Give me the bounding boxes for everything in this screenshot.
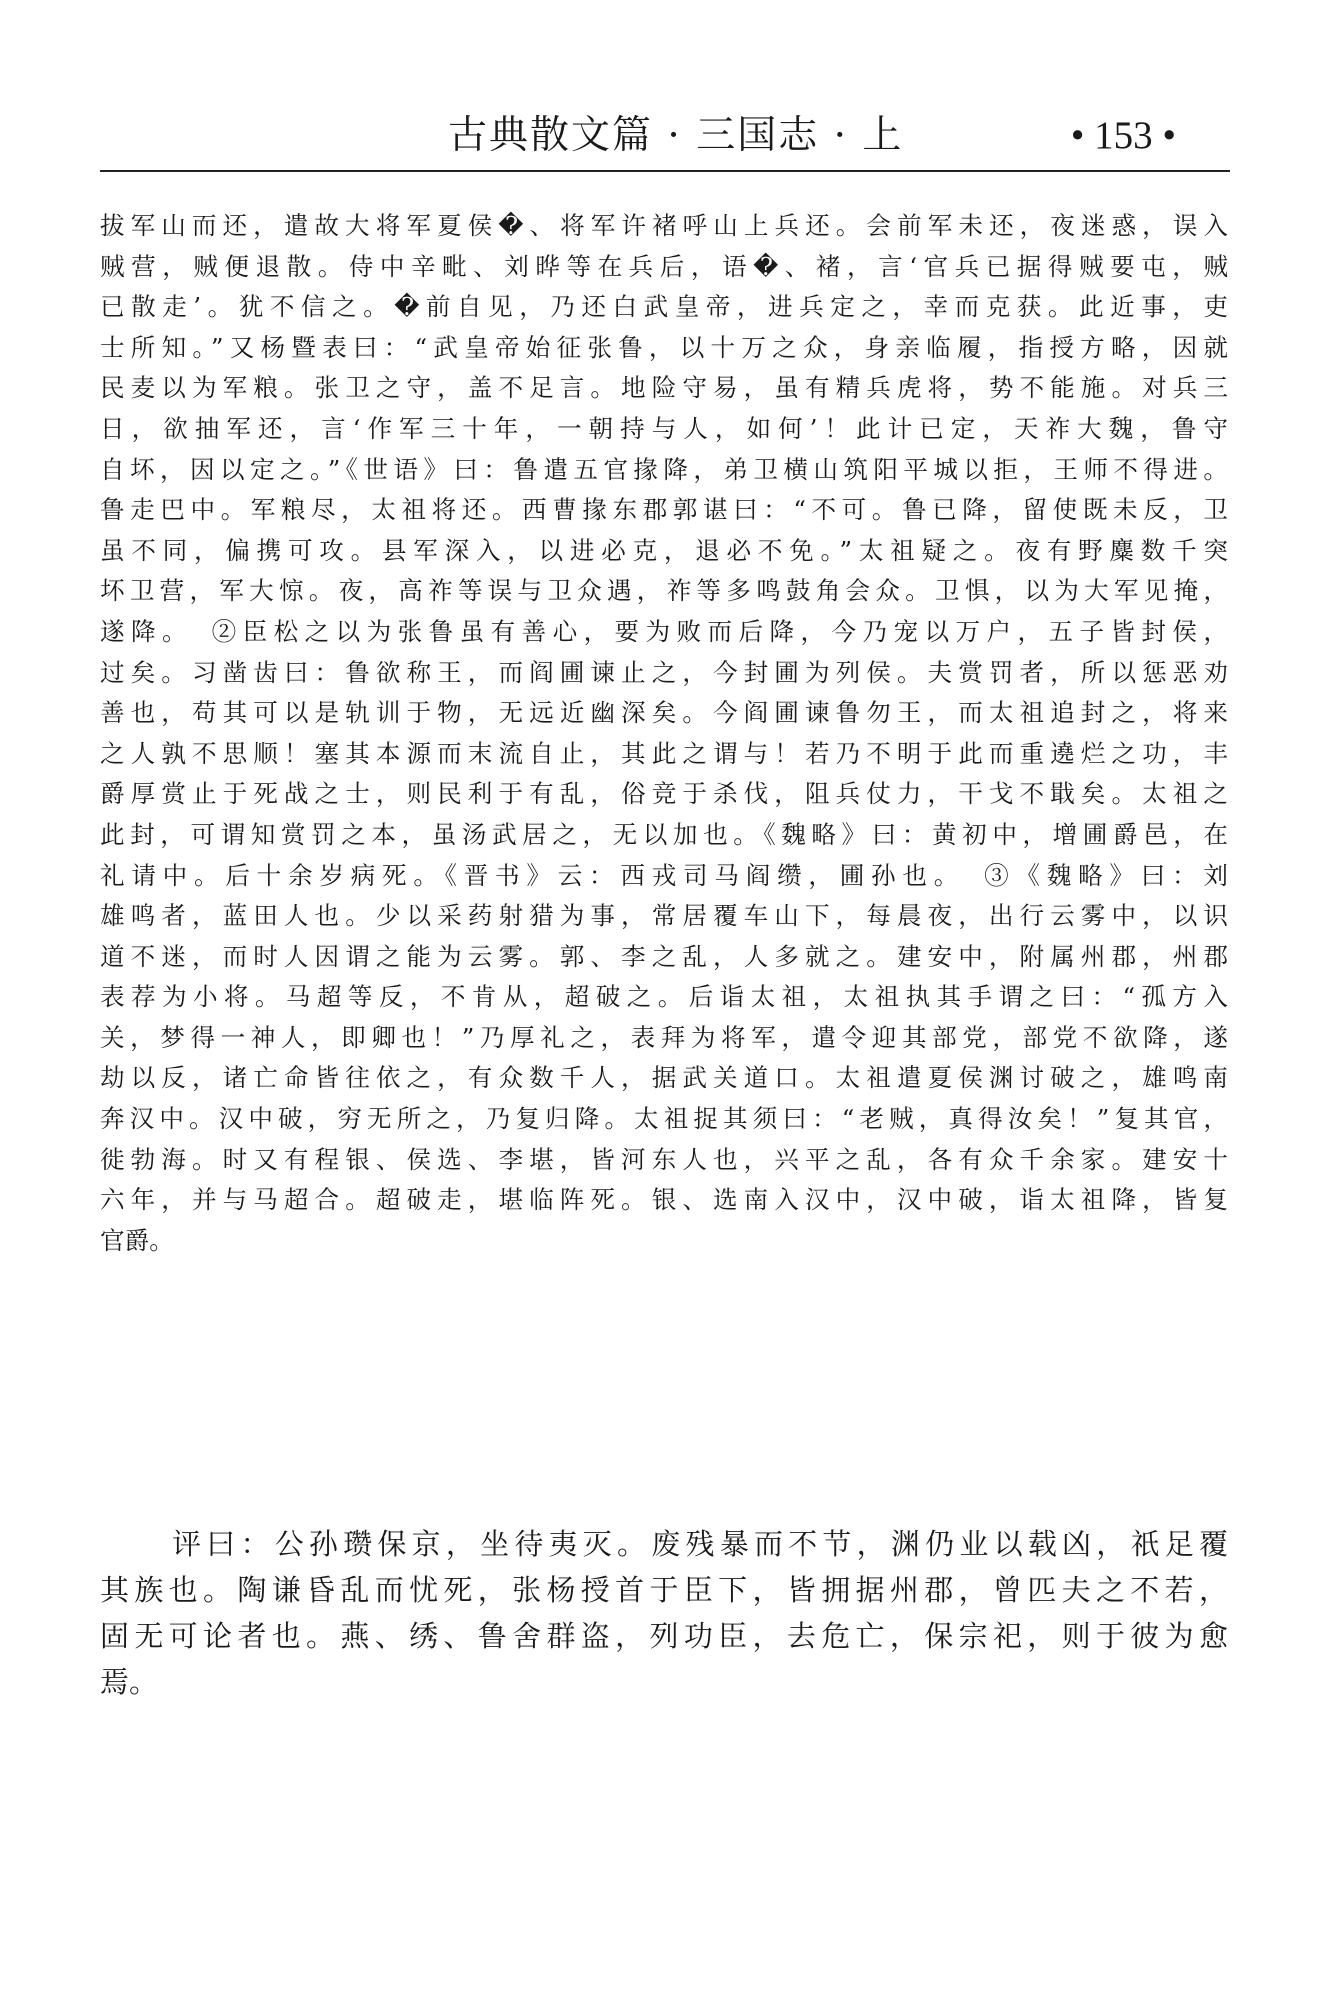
page-number: • 153 • bbox=[1070, 114, 1176, 157]
notes-line: 徙勃海。时又有程银、侯选、李堪，皆河东人也，兴平之乱，各有众千余家。建安十 bbox=[100, 1144, 1228, 1174]
notes-line: 拔军山而还，遣故大将军夏侯�、将军许褚呼山上兵还。会前军未还，夜迷惑，误入 bbox=[100, 211, 1228, 240]
notes-line: 之人孰不思顺！塞其本源而末流自止，其此之谓与！若乃不明于此而重遶烂之功，丰 bbox=[100, 738, 1228, 768]
notes-line: 奔汉中。汉中破，穷无所之，乃复归降。太祖捉其须曰：“老贼，真得汝矣！”复其官， bbox=[100, 1104, 1228, 1134]
comment-line: 评曰：公孙瓒保京，坐待夷灭。废残暴而不节，渊仍业以载凶，祇足覆 bbox=[172, 1527, 1228, 1561]
notes-line: 遂降。 ②臣松之以为张鲁虽有善心，要为败而后降，今乃宠以万户，五子皆封侯， bbox=[100, 616, 1228, 646]
notes-line: 士所知。”又杨暨表曰：“武皇帝始征张鲁，以十万之众，身亲临履，指授方略，因就 bbox=[100, 332, 1228, 362]
annotation-notes bbox=[100, 206, 1228, 1261]
notes-line: 劫以反，诸亡命皆往依之，有众数千人，据武关道口。太祖遣夏侯渊讨破之，雄鸣南 bbox=[100, 1063, 1228, 1093]
notes-line: 已散走’。犹不信之。�前自见，乃还白武皇帝，进兵定之，幸而克获。此近事，吏 bbox=[100, 292, 1228, 322]
notes-line: 坏卫营，军大惊。夜，高祚等误与卫众遇，祚等多鸣鼓角会众。卫惧，以为大军见掩， bbox=[100, 576, 1228, 606]
notes-line: 此封，可谓知赏罚之本，虽汤武居之，无以加也。《魏略》曰：黄初中，增圃爵邑，在 bbox=[100, 819, 1228, 849]
notes-line: 关，梦得一神人，即卿也！”乃厚礼之，表拜为将军，遣令迎其部党，部党不欲降，遂 bbox=[100, 1022, 1228, 1052]
notes-line: 爵厚赏止于死战之士，则民利于有乱，俗竞于杀伐，阻兵仗力，干戈不戢矣。太祖之 bbox=[100, 779, 1228, 809]
header-rule bbox=[100, 170, 1230, 172]
notes-line: 贼营，贼便退散。侍中辛毗、刘晔等在兵后，语�、褚，言‘官兵已据得贼要屯，贼 bbox=[100, 251, 1228, 281]
notes-line: 表荐为小将。马超等反，不肯从，超破之。后诣太祖，太祖执其手谓之曰：“孤方入 bbox=[100, 982, 1228, 1012]
notes-line: 善也，苟其可以是轨训于物，无远近幽深矣。今阎圃谏鲁勿王，而太祖追封之，将来 bbox=[100, 698, 1228, 728]
notes-line: 官爵。 bbox=[100, 1225, 174, 1255]
notes-line: 自坏，因以定之。”《世语》曰：鲁遣五官掾降，弟卫横山筑阳平城以拒，王师不得进。 bbox=[100, 454, 1228, 484]
notes-line: 鲁走巴中。军粮尽，太祖将还。西曹掾东郡郭谌曰：“不可。鲁已降，留使既未反，卫 bbox=[100, 495, 1228, 525]
notes-line: 日，欲抽军还，言‘作军三十年，一朝持与人，如何’！此计已定，天祚大魏，鲁守 bbox=[100, 413, 1228, 443]
running-header bbox=[100, 108, 1230, 170]
notes-line: 雄鸣者，蓝田人也。少以采药射猎为事，常居覆车山下，每晨夜，出行云雾中，以识 bbox=[100, 901, 1228, 931]
notes-line: 礼请中。后十余岁病死。《晋书》云：西戎司马阎缵，圃孙也。 ③《魏略》曰：刘 bbox=[100, 860, 1228, 890]
historian-comment bbox=[100, 1521, 1228, 1705]
comment-line: 其族也。陶谦昏乱而忧死，张杨授首于臣下，皆拥据州郡，曾匹夫之不若， bbox=[100, 1573, 1228, 1607]
notes-line: 六年，并与马超合。超破走，堪临阵死。银、选南入汉中，汉中破，诣太祖降，皆复 bbox=[100, 1185, 1228, 1215]
notes-line: 民麦以为军粮。张卫之守，盖不足言。地险守易，虽有精兵虎将，势不能施。对兵三 bbox=[100, 373, 1228, 403]
notes-line: 虽不同，偏携可攻。县军深入，以进必克，退必不免。”太祖疑之。夜有野麋数千突 bbox=[100, 535, 1228, 565]
notes-line: 道不迷，而时人因谓之能为云雾。郭、李之乱，人多就之。建安中，附属州郡，州郡 bbox=[100, 941, 1228, 971]
notes-line: 过矣。习凿齿曰：鲁欲称王，而阎圃谏止之，今封圃为列侯。夫赏罚者，所以惩恶劝 bbox=[100, 657, 1228, 687]
comment-line: 焉。 bbox=[100, 1665, 159, 1699]
running-title: 古典散文篇 · 三国志 · 上 bbox=[448, 113, 904, 158]
comment-line: 固无可论者也。燕、绣、鲁舍群盗，列功臣，去危亡，保宗祀，则于彼为愈 bbox=[100, 1619, 1228, 1653]
